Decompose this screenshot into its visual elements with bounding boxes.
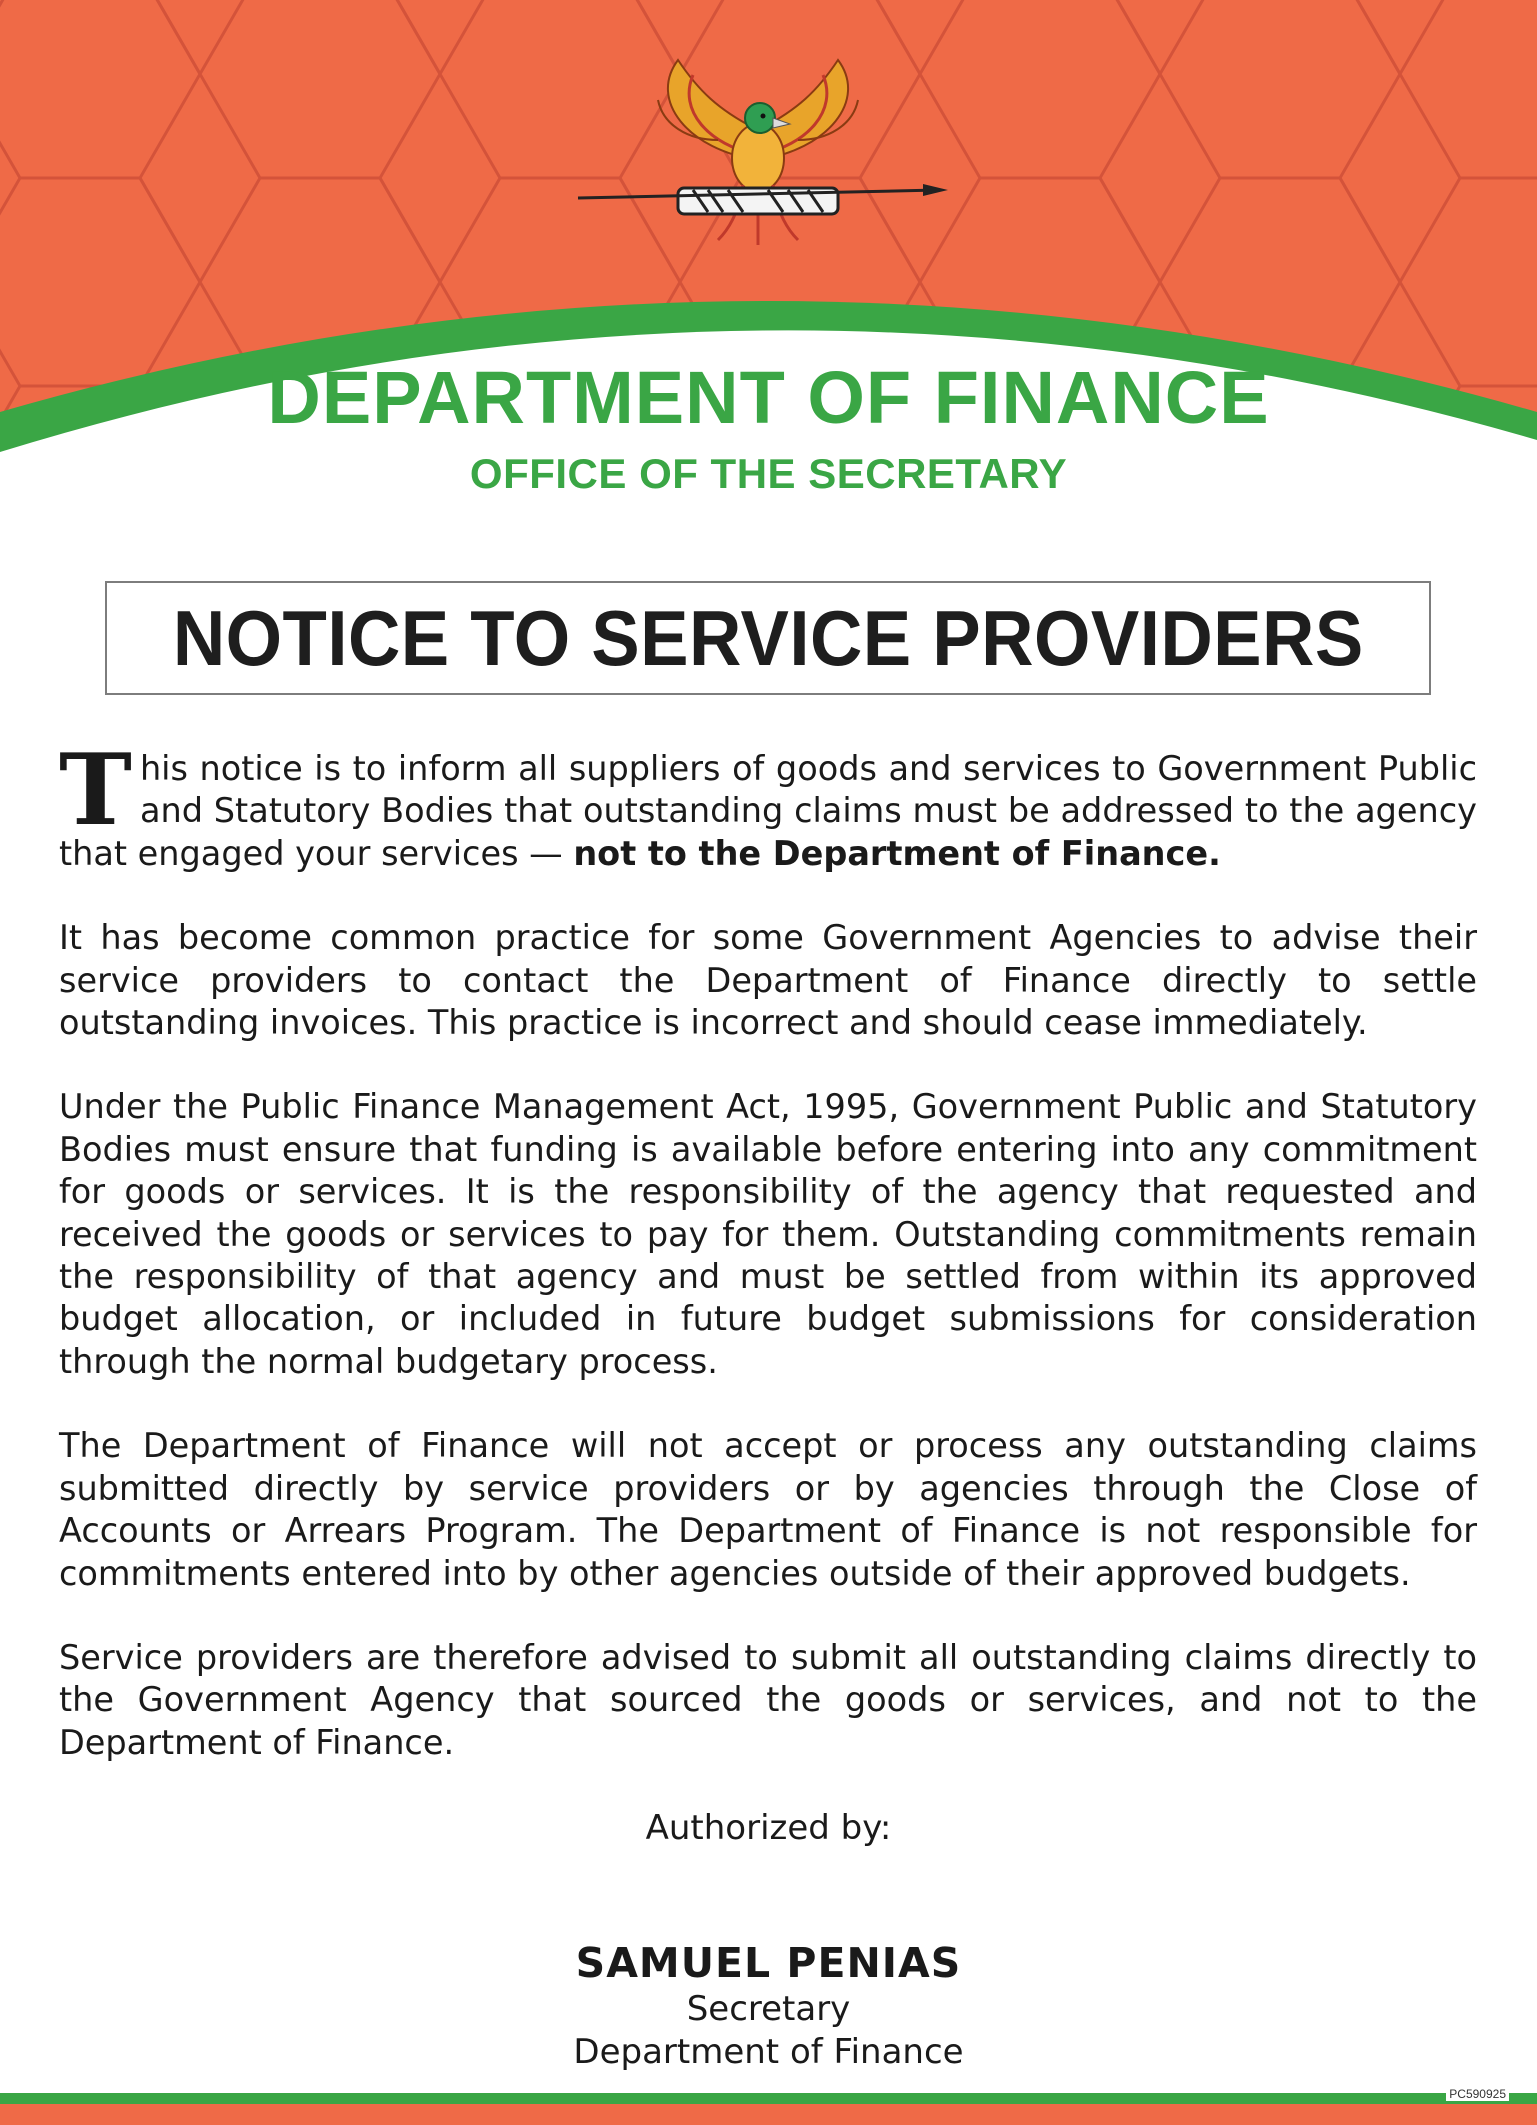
national-emblem-icon (568, 40, 948, 270)
notice-title-box (105, 581, 1431, 695)
signatory-block (0, 1938, 1537, 2074)
notice-paragraph-1 (59, 733, 1477, 875)
drop-cap: T (59, 733, 132, 848)
paragraph-1-text: his notice is to inform all suppliers of goods and services to Government Public and Statutory Bodies that outstanding claims must be addressed to the agency that engaged your services — (59, 749, 1477, 873)
notice-paragraph-5: Service providers are therefore advised to submit all outstanding claims directly to the Government Agency that sourced the goods or services, and not to the Department of Finance. (59, 1637, 1477, 1762)
signatory-department: Department of Finance (573, 2032, 964, 2072)
notice-title: NOTICE TO SERVICE PROVIDERS (172, 593, 1364, 682)
authorized-by-label: Authorized by: (645, 1808, 892, 1848)
signatory-name: SAMUEL PENIAS (575, 1939, 962, 1987)
paragraph-1-emphasis: not to the Department of Finance. (573, 833, 1221, 873)
notice-paragraph-4: The Department of Finance will not accept or process any outstanding claims submitted directly by service providers or by agencies through the Close of Accounts or Arrears Program. The Department of Finance is not responsible for commitments entered into by other agencies outside of their approved budgets. (59, 1426, 1477, 1593)
office-subtitle: OFFICE OF THE SECRETARY (469, 450, 1068, 497)
department-title: DEPARTMENT OF FINANCE (267, 356, 1270, 439)
notice-paragraph-3: Under the Public Finance Management Act, 1995, Government Public and Statutory Bodies must ensure that funding is available before entering into any commitment for goods or services. It is the responsibility of the agency that requested and received the goods or services to pay for them. Outstanding commitments remain the responsibility of that agency and must be settled from within its approved budget allocation, or included in future budget submissions for consideration through the normal budgetary process. (59, 1087, 1477, 1381)
footer-orange-stripe (0, 2104, 1537, 2125)
reference-code: PC590925 (1446, 2087, 1509, 2101)
notice-paragraph-2: It has become common practice for some Government Agencies to advise their service providers to contact the Department of Finance directly to settle outstanding invoices. This practice is incorrect and should cease immediately. (59, 918, 1477, 1043)
notice-body (59, 733, 1477, 1806)
signatory-title: Secretary (686, 1989, 851, 2029)
footer-green-stripe (0, 2093, 1537, 2104)
